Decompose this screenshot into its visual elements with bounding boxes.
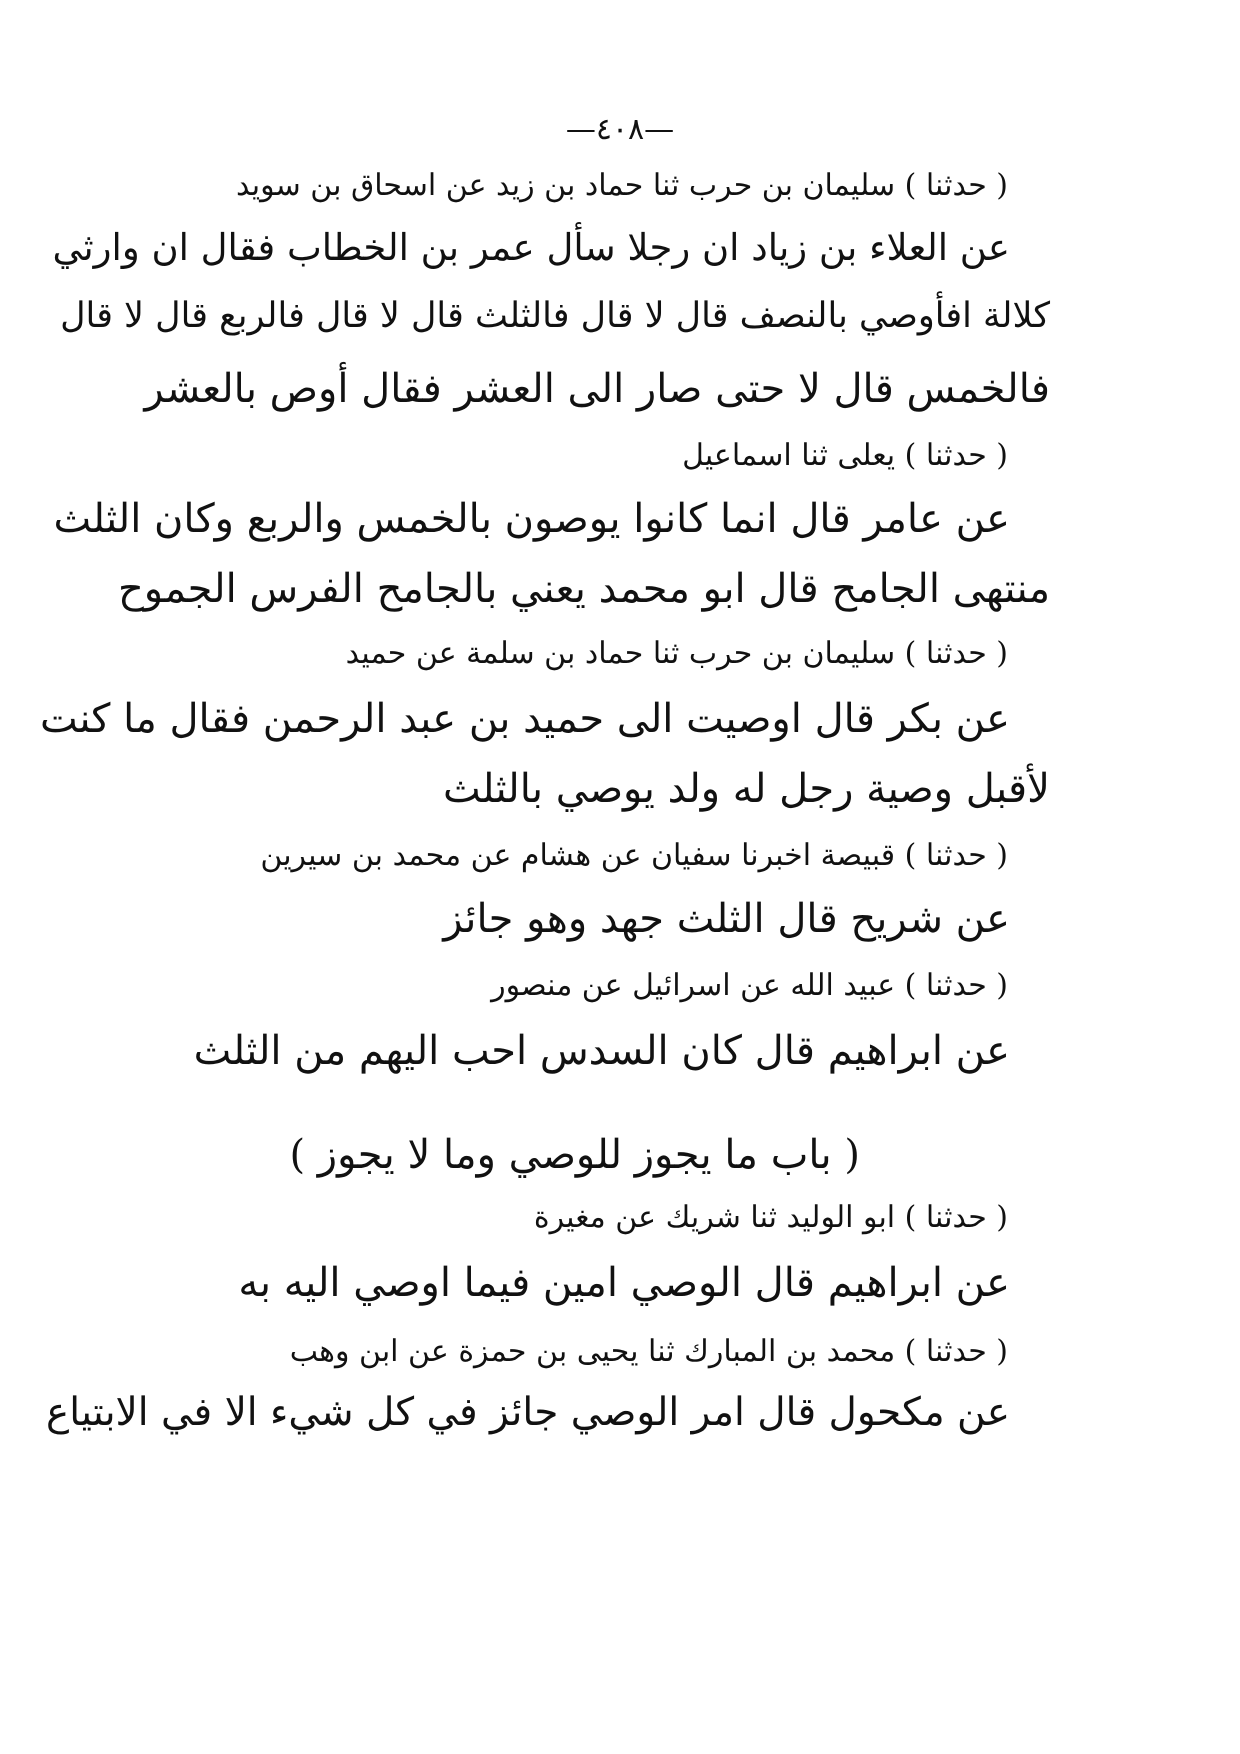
isnad-line: ( حدثنا ) ابو الوليد ثنا شريك عن مغيرة (533, 1200, 1008, 1235)
isnad-line: ( حدثنا ) سليمان بن حرب ثنا حماد بن سلمة عن حميد (345, 636, 1008, 671)
matn-line: عن بكر قال اوصيت الى حميد بن عبد الرحمن فقال ما كنت (40, 696, 1010, 742)
isnad-line: ( حدثنا ) سليمان بن حرب ثنا حماد بن زيد عن اسحاق بن سويد (236, 168, 1008, 203)
page-number: —٤٠٨— (565, 112, 675, 147)
matn-line: كلالة افأوصي بالنصف قال لا قال فالثلث قال لا قال فالربع قال لا قال (60, 296, 1050, 336)
matn-line: عن ابراهيم قال كان السدس احب اليهم من الثلث (193, 1028, 1010, 1074)
isnad-line: ( حدثنا ) قبيصة اخبرنا سفيان عن هشام عن محمد بن سيرين (260, 838, 1008, 873)
isnad-line: ( حدثنا ) عبيد الله عن اسرائيل عن منصور (491, 968, 1008, 1003)
chapter-heading: ( باب ما يجوز للوصي وما لا يجوز ) (289, 1132, 860, 1178)
matn-line: منتهى الجامح قال ابو محمد يعني بالجامح الفرس الجموح (117, 566, 1050, 612)
isnad-line: ( حدثنا ) محمد بن المبارك ثنا يحيى بن حمزة عن ابن وهب (289, 1334, 1008, 1369)
matn-line: فالخمس قال لا حتى صار الى العشر فقال أوص بالعشر (144, 366, 1050, 412)
matn-line: عن عامر قال انما كانوا يوصون بالخمس والربع وكان الثلث (53, 496, 1010, 542)
matn-line: عن العلاء بن زياد ان رجلا سأل عمر بن الخطاب فقال ان وارثي (52, 226, 1010, 269)
matn-line: عن مكحول قال امر الوصي جائز في كل شيء الا في الابتياع (46, 1390, 1010, 1435)
matn-line: لأقبل وصية رجل له ولد يوصي بالثلث (442, 766, 1050, 812)
matn-line: عن ابراهيم قال الوصي امين فيما اوصي اليه به (238, 1260, 1010, 1306)
matn-line: عن شريح قال الثلث جهد وهو جائز (443, 896, 1010, 942)
isnad-line: ( حدثنا ) يعلى ثنا اسماعيل (682, 438, 1008, 473)
